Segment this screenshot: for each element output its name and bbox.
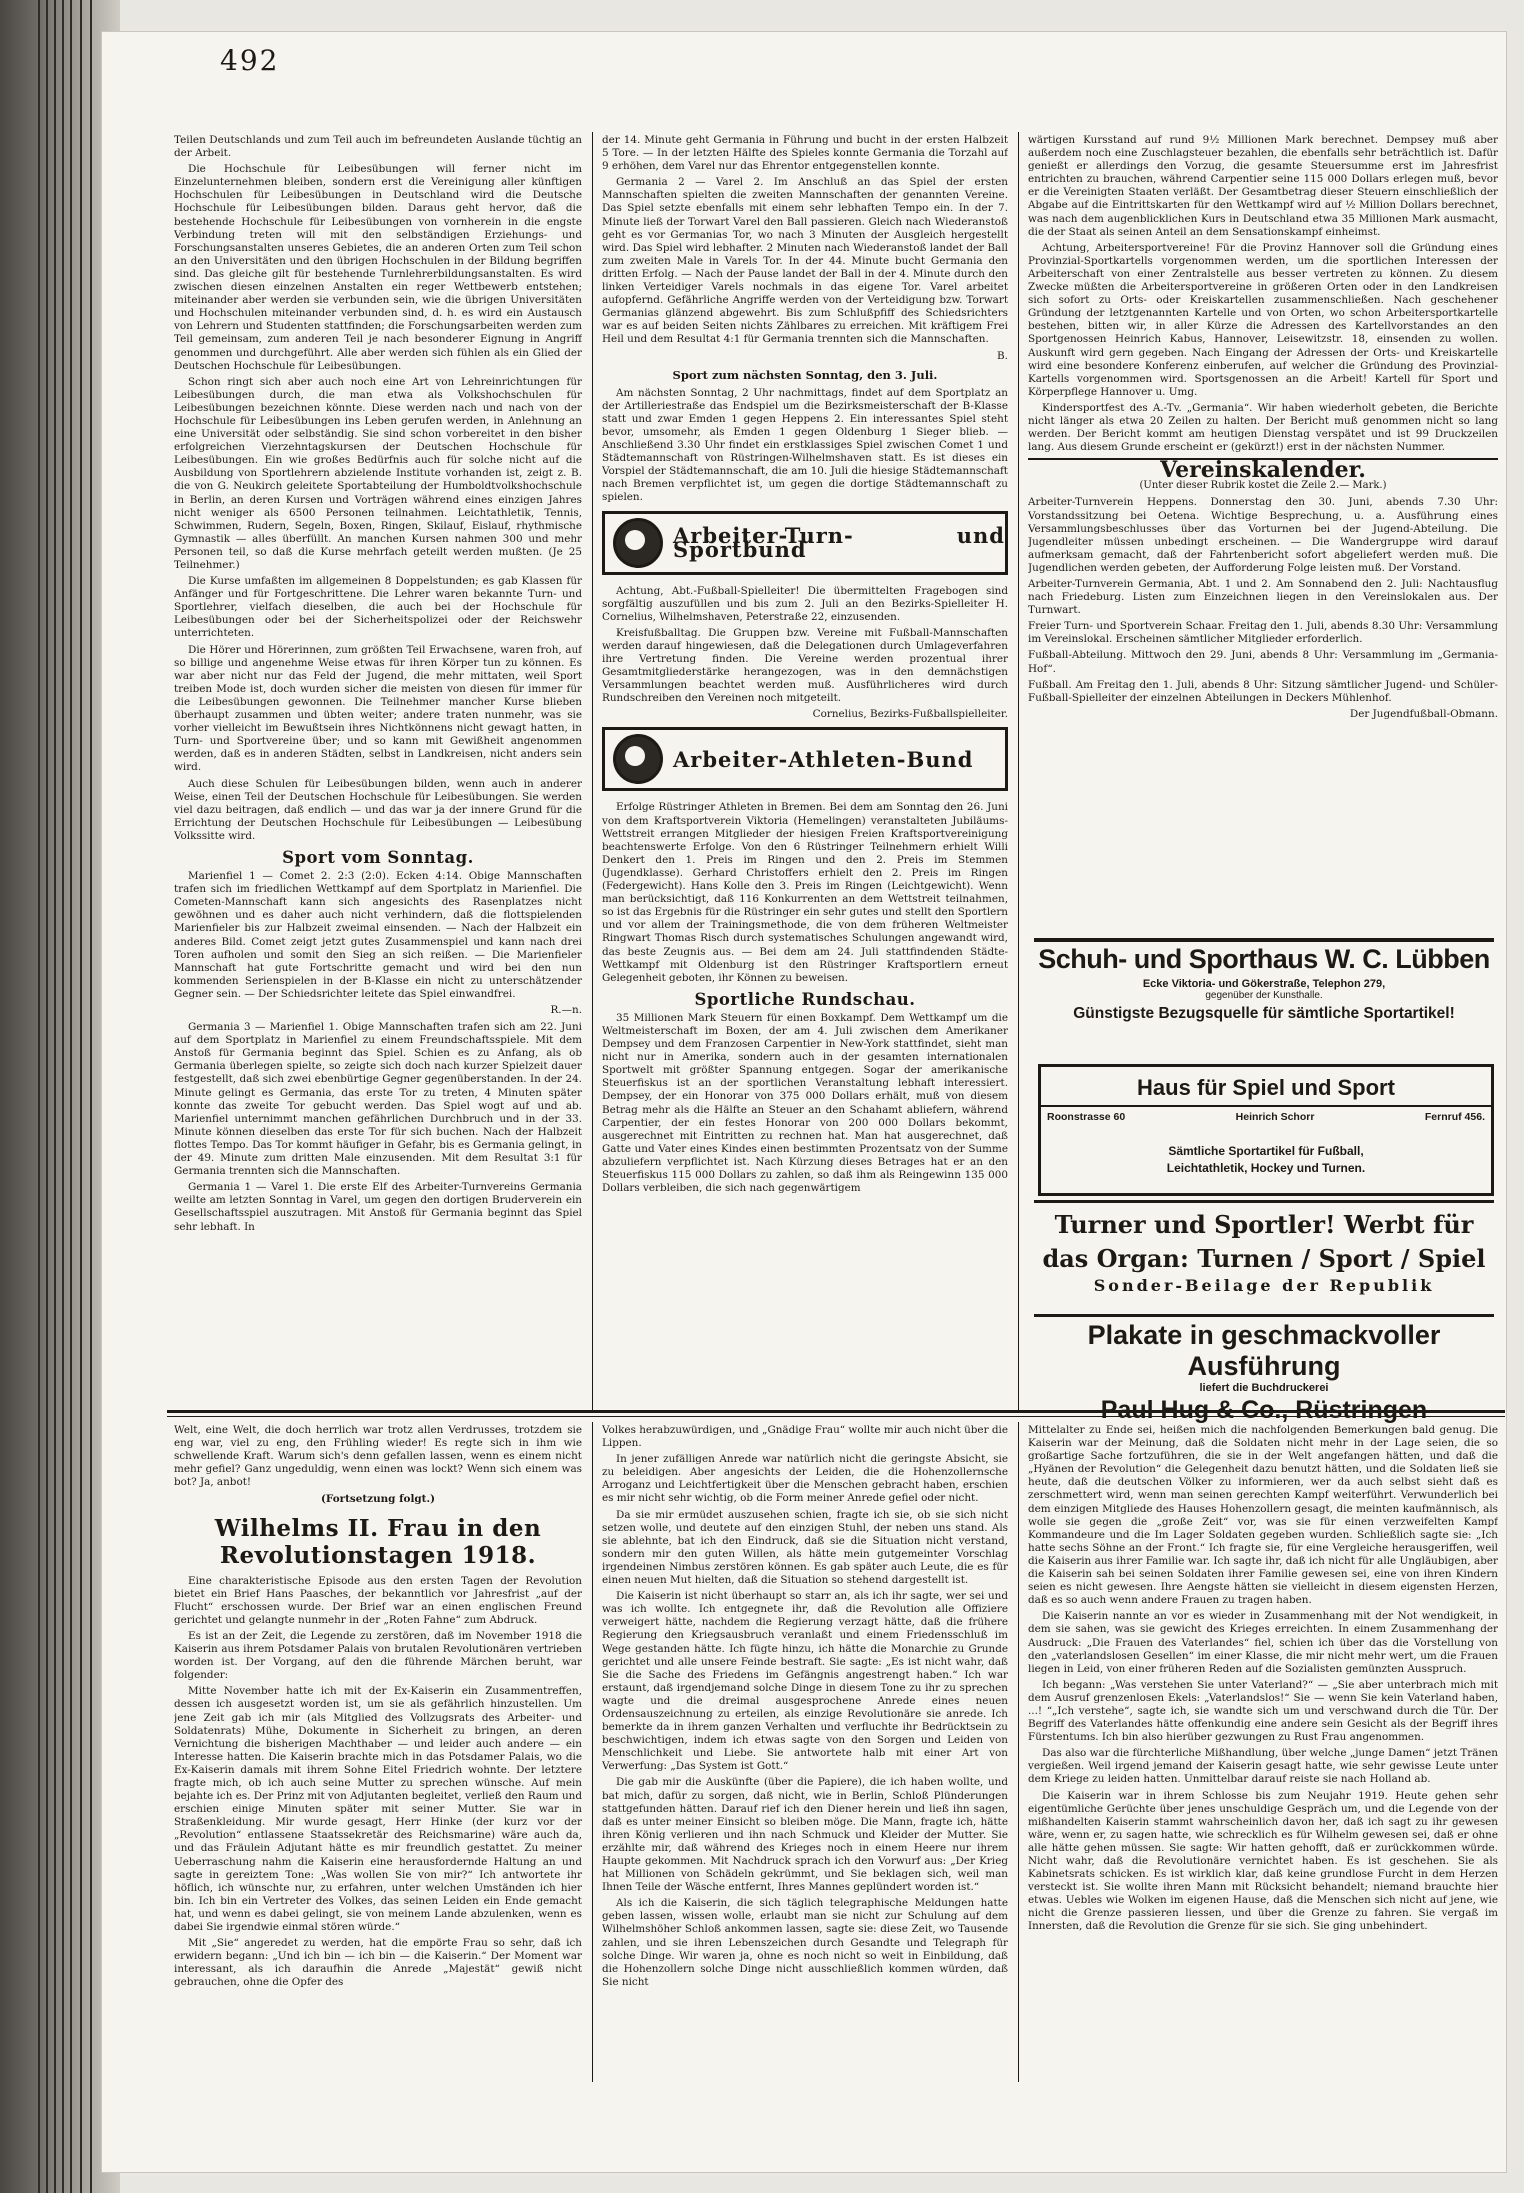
banner-title: Arbeiter-Athleten-Bund bbox=[673, 746, 974, 772]
article-paragraph: Die Kaiserin nannte an vor es wieder in Zusammenhang mit der Not wendigkeit, in dem sie sahen, was sie gewicht des Krieges erreichten. In einem Zusammenhang der Ausdruck: „Die Frauen des Vaterlandes“ fiel, schien ich über das die Vorstellung von den „vaterlandslosen Gesellen“ im einer Klasse, die mir nicht mehr wert, um die Frauen liegen in Leid, von einer früheren Reden auf die Sozialisten gemünzten Ausspruch. bbox=[1028, 1610, 1498, 1675]
ad-company: Paul Hug & Co., Rüstringen bbox=[1100, 1396, 1428, 1424]
report-paragraph: wärtigen Kursstand auf rund 9½ Millionen Mark berechnet. Dempsey muß aber außerdem noch eine Zuschlagsteuer bezahlen, die ebenfalls sehr beträchtlich ist. Dafür genießt er allerdings den Vorzug, die gesamte Steuersumme erst im Jahresfrist entrichten zu brauchen, während Carpentier seine 115 000 Dollars erlegen muß, bevor er die Vereinigten Staaten verläßt. Der Gesamtbetrag dieser Steuern einschließlich der Abgabe auf die Eintrittskarten für den Wettkampf wird auf ½ Million Dollars berechnet, was nach dem augenblicklichen Kurs in Deutschland etwa 35 Millionen Mark ausmacht, die der Staat als seinen Anteil an dem Sensationskampf einheimst. bbox=[1028, 134, 1498, 238]
ad-sub: liefert die Buchdruckerei bbox=[1199, 1382, 1329, 1394]
article-paragraph: In jener zufälligen Anrede war natürlich nicht die geringste Absicht, sie zu beleidigen. Aber angesichts der Leiden, die die Hohenzollernsche Arroganz und Leichtfertigkeit über die Menschen gebracht haben, erschien es mir nicht sehr wichtig, ob die Form meiner Anrede gefiel oder nicht. bbox=[602, 1453, 1008, 1505]
ad-address: Ecke Viktoria- und Gökerstraße, Telephon 279, bbox=[1142, 978, 1386, 990]
calendar-entry: Arbeiter-Turnverein Heppens. Donnerstag den 30. Juni, abends 7.30 Uhr: Vorstandssitzung bei Oetena. Wichtige Besprechung, u. a. Ausführung eines Versammlungsbeschlusses über das Vorturnen bei der Jugend-Abteilung. Die Jugendleiter müssen unbedingt erscheinen. — Die Wandergruppe wird darauf aufmerksam gemacht, daß der Fahrtenbericht sofort abgeliefert werden muß. Die Jugendlichen werden gebeten, der Aufforderung Folge leisten muß. Der Vorstand. bbox=[1028, 496, 1498, 574]
banner-arbeiter-athleten-bund bbox=[602, 727, 1008, 791]
report-paragraph: der 14. Minute geht Germania in Führung und bucht in der ersten Halbzeit 5 Tore. — In der letzten Hälfte des Spieles konnte Germania die Torzahl auf 9 erhöhen, dem Varel nur das Ehrentor entgegenstellen konnte. bbox=[602, 134, 1008, 173]
column-2 bbox=[602, 134, 1008, 1406]
notice-paragraph: Achtung, Abt.-Fußball-Spielleiter! Die übermittelten Fragebogen sind sorgfältig auszufüllen und bis zum 2. Juli an den Bezirks-Spielleiter H. Cornelius, Wilhelmshaven, Peterstraße 22, einzusenden. bbox=[602, 584, 1008, 623]
athlete-emblem-icon bbox=[613, 734, 663, 784]
page-number: 492 bbox=[220, 44, 280, 77]
bottom-column-2 bbox=[602, 1424, 1008, 2084]
banner-arbeiter-turn-und-sportbund bbox=[602, 511, 1008, 575]
calendar-entry: Arbeiter-Turnverein Germania, Abt. 1 und 2. Am Sonnabend den 2. Juli: Nachtausflug nach Friedeburg. Listen zum Einzeichnen liegen in den Vereinslokalen aus. Der Turnwart. bbox=[1028, 578, 1498, 617]
ad-contact-line bbox=[1041, 1107, 1491, 1127]
bottom-column-3 bbox=[1028, 1424, 1498, 2084]
column-rule bbox=[592, 1422, 593, 2082]
newspaper-page bbox=[102, 32, 1506, 2172]
ad-body bbox=[1041, 1127, 1491, 1185]
ad-paul-hug bbox=[1032, 1320, 1496, 1424]
report-paragraph: Germania 3 — Marienfiel 1. Obige Mannschaften trafen sich am 22. Juni auf dem Sportplatz in Marienfiel zu einem Freundschaftsspiele. Mit dem Anstoß für Germania beginnt das Spiel. Schien es zu Anfang, als ob Germania überlegen spielte, so zeigte sich doch nach kurzer Spielzeit dauer festgestellt, daß sich zwei ebenbürtige Gegner gegenüberstanden. In der 24. Minute gelingt es Germania, das erste Tor zu treten, 4 Minuten später konnte das zweite Tor gebucht werden. Das Spiel wogt auf und ab. Marienfiel unternimmt manchen gefährlichen Durchbruch und in der 33. Minute können dieselben das erste Tor für sich buchen. Nach der Halbzeit flottes Tempo. Das Tor kommt häufiger in Gefahr, bis es Germania gelingt, in der 49. Minute zum dritten Male einzusenden. Mit dem Resultat 3:1 für Germania trennten sich die Mannschaften. bbox=[174, 1021, 582, 1178]
article-paragraph: Die Kaiserin ist nicht überhaupt so starr an, als ich ihr sagte, wer sei und was ich wollte. Ich entgegnete ihr, daß die Revolution alle Offiziere verweigert hätte, nachdem die Regierung verzagt hätte, daß die frühere Regierung den Kriegsausbruch veranlaßt und einem Friedensschluß im Wege gestanden hätte. Ich fügte hinzu, ich hätte die Monarchie zu Grunde gerichtet und alle unsere Feinde bestraft. Sie sagte: „Es ist nicht wahr, daß Sie die Sache des Friedens im Gefängnis angestrengt haben.“ Ich war erstaunt, daß irgendjemand solche Dinge in diesem Tone zu ihr zu sprechen wagte und die dreimal ausgesprochene Anrede eines neuen Ordensauszeichnung zu erteilen, als einzige Revolutionäre sie anrede. Ich bemerkte da in ihrem ganzen Verhalten und verfluchte ihr Bedrücktsein zu beschwichtigen, indem ich etwas sagte von den Sorgen und Leiden von Menschlichkeit und Liebe. Sie antwortete halb mit einer Art von Verwerfung: „Das System ist Gott.“ bbox=[602, 1590, 1008, 1773]
article-paragraph: Auch diese Schulen für Leibesübungen bilden, wenn auch in anderer Weise, einen Teil der Deutschen Hochschule für Leibesübungen. Sie werden viel dazu beitragen, daß endlich — und das war ja der innere Grund für die Errichtung der Deutschen Hochschule für Leibesübungen — Leibesübung Volkssitte wird. bbox=[174, 777, 582, 842]
ad-rule bbox=[1034, 1314, 1494, 1317]
report-paragraph: Germania 1 — Varel 1. Die erste Elf des Arbeiter-Turnvereins Germania weilte am letzten Sonntag in Varel, um gegen den dortigen Bruderverein ein Gesellschaftsspiel auszutragen. Mit Anstoß für Germania beginnt das Spiel sehr lebhaft. In bbox=[174, 1181, 582, 1233]
column-rule bbox=[592, 132, 593, 1412]
heading-wilhelm-frau: Wilhelms II. Frau in den Revolutionstagen 1918. bbox=[214, 1514, 542, 1569]
article-paragraph: Als ich die Kaiserin, die sich täglich telegraphische Meldungen hatte geben lassen, wissen wolle, erlaubt man sie nicht zur Schulung auf dem Wilhelmshöher Schloß ankommen lassen, sagte sie: diese Zeit, wo Tausende zahlen, und sie ihren Lebenszeichen durch Gesandte und Telegraph für solche Dinge. Wir waren ja, ohne es noch nicht so weit in Einbildung, daß die Hohenzollern solche Dinge nicht ausschließlich kommen würden, daß Sie nicht bbox=[602, 1897, 1008, 1988]
ad-slogan: Günstigste Bezugsquelle für sämtliche Sportartikel! bbox=[1073, 1005, 1455, 1022]
article-paragraph: Das also war die fürchterliche Mißhandlung, über welche „junge Damen“ jetzt Tränen vergießen. Weil irgend jemand der Kaiserin gesagt hatte, wie sehr gewisse Leute unter dem Kriege zu leiden hatten. Unmittelbar darauf reiste sie nach Holland ab. bbox=[1028, 1747, 1498, 1786]
column-1 bbox=[174, 134, 582, 1406]
notice-paragraph: Kindersportfest des A.-Tv. „Germania“. Wir haben wiederholt gebeten, die Berichte nicht länger als etwa 20 Zeilen zu halten. Der Bericht muß genommen nicht so lang werden. Der Bericht kommt am heutigen Dienstag verspätet und ist 99 Druckzeilen lang. Aus diesem Grunde erscheint er (gekürzt!) erst in der nächsten Nummer. bbox=[1028, 401, 1498, 454]
article-paragraph: Da sie mir ermüdet auszusehen schien, fragte ich sie, ob sie sich nicht setzen wolle, und deutete auf den einzigen Stuhl, der neben uns stand. Als sie ablehnte, bat ich den Eindruck, daß sie die Situation nicht verstand, sondern mir den guten Willen, als hätte mein gutgemeinter Vorschlag irgendeinen Nimbus zerstören können. Es gab später auch Leute, die es für einen neuen Mut hielten, daß die Situation so stehend dargestellt ist. bbox=[602, 1508, 1008, 1587]
kalender-subtitle: (Unter dieser Rubrik kostet die Zeile 2.— Mark.) bbox=[1139, 480, 1387, 492]
ad-rule bbox=[1034, 938, 1494, 942]
continuation-note: (Fortsetzung folgt.) bbox=[320, 1493, 436, 1506]
column-rule bbox=[1018, 1422, 1019, 2082]
article-paragraph: Die Hochschule für Leibesübungen will ferner nicht im Einzelunternehmen bleiben, sondern erst die Vereinigung aller künftigen Hochschulen für Leibesübungen in Deutschland wird die Deutsche Hochschule für Leibesübungen bilden. Daraus geht hervor, daß die bestehende Hochschule für Leibesübungen von vornherein in die engste Verbindung treten will mit den selbständigen Erziehungs- und Forschungsanstalten unseres Gebietes, die an anderen Orten zum Teil schon an den Universitäten und den übrigen Hochschulen in der Bildung begriffen sind. Das gleiche gilt für bestehende Turnlehrerbildungsanstalten. Es wird zwischen diesen einzelnen Anstalten ein reger Wettbewerb entstehen; miteinander aber werden sie verbunden sein, wie die übrigen Universitäten und Hochschulen miteinander verbunden sind, d. h. es wird ein Austausch von Lehrern und Studenten stattfinden; die Forschungsarbeiten werden zum Teil gemeinsam, zum anderen Teil je nach besonderer Eignung in Angriff genommen und durchgeführt. Alle aber werden sich fühlen als ein Glied der Deutschen Hochschule für Leibesübungen. bbox=[174, 163, 582, 372]
article-paragraph: Die Kurse umfaßten im allgemeinen 8 Doppelstunden; es gab Klassen für Anfänger und für Fortgeschrittene. Die Lehrer waren bekannte Turn- und Sportlehrer, vielfach dieselben, die auch bei der Hochschule für Leibesübungen oder bei der Sicherheitspolizei oder der Reichswehr unterrichteten. bbox=[174, 575, 582, 640]
ad-owner: Heinrich Schorr bbox=[1235, 1111, 1315, 1123]
serial-paragraph: Welt, eine Welt, die doch herrlich war trotz allen Verdrusses, trotzdem sie eng war, viel zu eng, den Frühling wieder! Es regte sich in ihm wie schwellende Kraft. Warum sich's denn gefallen lassen, wenn es einem nicht mehr gefiel? Ganz ungeduldig, wenn einen was lockt? Wenn sich einem was bot? Ja, anbot! bbox=[174, 1424, 582, 1489]
banner-title: Arbeiter-Turn- und Sportbund bbox=[673, 523, 1005, 562]
ad-body-line: Sämtliche Sportartikel für Fußball, bbox=[1168, 1144, 1364, 1158]
report-paragraph: 35 Millionen Mark Steuern für einen Boxkampf. Dem Wettkampf um die Weltmeisterschaft im Boxen, der am 4. Juli zwischen dem Amerikaner Dempsey und dem Franzosen Carpentier in New-York stattfindet, sieht man nicht nur in Amerika, sondern auch in der gesamten internationalen Sportwelt mit größter Spannung entgegen. Sogar der amerikanische Steuerfiskus ist an der sportlichen Veranstaltung lebhaft interessiert. Dempsey, der ein Honorar von 375 000 Dollars erhält, muß von diesem Betrag mehr als die Hälfte an Steuer an den Schahamt abliefern, während Carpentier, der ein festes Honorar von 200 000 Dollars bekommt, ausgerechnet mit Eintritten zu rechnen hat. Man hat ausgerechnet, daß Gatte und Vater eines Kindes einen bestimmten Prozentsatz von der Summe abzuliefern verpflichtet ist. Nach Kürzung dieses Betrages hat er an den Steuerfiskus 115 000 Dollars zu zahlen, so daß ihm als Reingewinn 135 000 Dollars verbleiben, die sich nach gegenwärtigem bbox=[602, 1011, 1008, 1195]
calendar-entry: Freier Turn- und Sportverein Schaar. Freitag den 1. Juli, abends 8.30 Uhr: Versammlung im Vereinslokal. Erscheinen sämtlicher Mitglieder erforderlich. bbox=[1028, 620, 1498, 646]
signature: B. bbox=[997, 349, 1008, 362]
article-paragraph: Mitte November hatte ich mit der Ex-Kaiserin ein Zusammentreffen, dessen ich ausgesetzt worden ist, um sie als gefährlich hinzustellen. Um jene Zeit gab ich mir (als Mitglied des Vollzugsrats des Arbeiter- und Soldatenrats) Mühe, Dokumente in Sicherheit zu bringen, an deren Vernichtung die bisherigen Machthaber — und leider auch andere — ein Interesse hatten. Die Kaiserin brachte mich in das Potsdamer Palais, wo die Ex-Kaiserin damals mit ihrem Sohne Eitel Friedrich wohnte. Der letztere fragte mich, ob ich auch seine Mutter zu sprechen wünsche. Auf mein bejahte ich es. Der Prinz mit von Adjutanten begleitet, verließ den Raum und erschien einige Minuten später mit seiner Mutter. Sie war in Straßenkleidung. Mir wurde gesagt, Herr Hinke (der kurz vor der „Revolution“ entlassene Staatssekretär des Reichsmarine) wäre auch da, und das Fräulein Adjutant hätte es mir freundlich gestattet. Zu meiner Ueberraschung nahm die Kaiserin eine herausfordernde Haltung an und sagte in gereiztem Tone: „Was wollen Sie von mir?“ Ich antwortete ihr höflich, ich wünschte nur, zu erfahren, unter welchen Umständen ich hier bin. Ich bin ein Vertreter des Volkes, das seinen Leiden ein Ende gemacht hat, und wenn es dabei gelingt, sie von meinem Lande abzulenken, wenn es dabei Sie irgendwie einmal stören würde.“ bbox=[174, 1685, 582, 1933]
article-paragraph: Die Kaiserin war in ihrem Schlosse bis zum Neujahr 1919. Heute gehen sehr eigentümliche Gerüchte über jenes unschuldige Gespräch um, und die Legende von der mißhandelten Kaiserin stammt wahrscheinlich davon her, daß ich sagt zu ihr gewesen wäre, wenn er, zu sagen hatte, wie schrecklich es für Wilhelm gewesen sei, daß er ohne alle hätte gehen müssen. Sie sagte: Wir hatten gehofft, daß er zurückkommen würde. Nicht wahr, daß die Revolutionäre vernichtet haben. Es ist geschehen. Sie als Kabinetsrats schicken. Es ist wirklich klar, daß keine grundlose Furcht in dem Herzen versteckt ist. Sie wollte ihren Mann mit Rücksicht behandelt; niemand brauchte hier etwas. Uebles wie Wolken im eigenen Hause, daß die Menschen sich nicht auf jene, wie nicht die Grenze passieren liessen, und über die Grenze zu fahren. Sie vergaß im Innersten, daß die Revolution die Grenze für sie sich. Sie ging unbehindert. bbox=[1028, 1789, 1498, 1933]
ad-title: Plakate in geschmackvoller Ausführung bbox=[1087, 1320, 1441, 1381]
heading-vereinskalender: Vereinskalender. bbox=[1160, 457, 1366, 484]
ad-street: Roonstrasse 60 bbox=[1047, 1111, 1126, 1123]
ad-subline: Sonder-Beilage der Republik bbox=[1093, 1276, 1435, 1295]
signature: Der Jugendfußball-Obmann. bbox=[1349, 707, 1498, 720]
article-paragraph: Schon ringt sich aber auch noch eine Art von Lehreinrichtungen für Leibesübungen durch, die man etwa als Volkshochschulen für Leibesübungen bezeichnen könnte. Diese werden nach und nach von der Hochschule für Leibesübungen ins Leben gerufen werden, in Anlehnung an eine Universität oder selbständig. Sie sind schon vorbereitet in den bisher erfolgreichen Vierzehntagskursen der Deutschen Hochschule für Leibesübungen. Ein wie großes Bedürfnis auch für solche nicht auf die Ausbildung von Sportlehrern abzielende Institute vorhanden ist, zeigt z. B. die von G. Neukirch geleitete Sportabteilung der Humboldtvolkshochschule in Berlin, an deren Kursen und Vorträgen während eines einzigen Jahres nicht weniger als 6500 Personen teilnahmen. Leichtathletik, Tennis, Schwimmen, Rudern, Segeln, Boxen, Ringen, Skilauf, Eislauf, rhythmische Gymnastik — alles überfüllt. An manchen Kursen nahmen 300 und mehr Personen teil, so daß die Kurse mehrfach geteilt werden mußten. (Je 25 Teilnehmer.) bbox=[174, 375, 582, 571]
ad-body-line: Leichtathletik, Hockey und Turnen. bbox=[1166, 1161, 1366, 1175]
article-paragraph: Mittelalter zu Ende sei, heißen mich die nachfolgenden Bemerkungen bald genug. Die Kaiserin war der Meinung, daß die Soldaten nicht mehr in der Lage seien, die so großartige Sache fortzuführen, die sie in der Welt angefangen hätten, und daß die „Hyänen der Revolution“ die Gelegenheit dazu benutzt hätten, und die Soldaten ließ sie heute, daß die deutschen Völker zu informieren, wer da auch selbst sieht daß es zerschmettert wird, wenn man seinen gerechten Kampf weiterführt. Verwunderlich bei dem einzigen Mitgliede des Hauses Hohenzollern gesagt, die meinten kaufmännisch, als wolle sie gegen die „große Zeit“ vor, was sie für einen verzweifelten Kampf Kommandeure und die Im Lager Soldaten gegeben wurden. Schließlich sagte sie: „Ich hatte sechs Söhne an der Front.“ Ich fragte sie, für eine Vergleiche herausgeriffen, weil die Kaiserin aus ihrer Familie war. Ich sagte ihr, daß ich nicht für alle Ungläubigen, aber die Kaiserin sah bei seinen Soldaten ihrer Familie gewesen sei, eine von ihren Kindern seien es nicht gewesen. Ihre Aengste hätten sie vielleicht in diesem eigensten Herzen, daß es so auch wenn andere Frauen zu tragen haben. bbox=[1028, 1424, 1498, 1607]
report-paragraph: Marienfiel 1 — Comet 2. 2:3 (2:0). Ecken 4:14. Obige Mannschaften trafen sich im friedlichen Wettkampf auf dem Sportplatz in Marienfiel. Die Cometen-Mannschaft kann sich angesichts des Rasenplatzes nicht gewöhnen und es daher auch nicht verhindern, daß die flottspielenden Marienfieler bis zur Halbzeit zweimal einsenden. — Nach der Halbzeit ein anderes Bild. Comet zeigt jetzt gutes Zusammenspiel und kann nach drei Toren aufholen und somit den Sieg an sich reißen. — Die Marienfieler Mannschaft hat gute Fortschritte gemacht und wird bei den nun kommenden Serienspielen in der B-Klasse ein nicht zu unterschätzender Gegner sein. — Der Schiedsrichter leitete das Spiel einwandfrei. bbox=[174, 870, 582, 1000]
ad-line: Turner und Sportler! Werbt für bbox=[1054, 1210, 1474, 1239]
club-emblem-icon bbox=[613, 518, 663, 568]
heading-sportliche-rundschau: Sportliche Rundschau. bbox=[694, 989, 916, 1009]
bottom-column-1 bbox=[174, 1424, 582, 2084]
report-paragraph: Erfolge Rüstringer Athleten in Bremen. Bei dem am Sonntag den 26. Juni von dem Kraftsportverein Viktoria (Hemelingen) veranstalteten Jubiläums-Wettstreit errangen Mitglieder der hiesigen Freien Kraftsportvereinigung beachtenswerte Erfolge. Von den 6 Rüstringer Teilnehmern erhielt Willi Denkert den 1. Preis im Ringen und den 2. Preis im Stemmen (Jugendklasse). Gerhard Christoffers erhielt den 2. Preis im Ringen (Federgewicht). Hans Kolle den 3. Preis im Ringen (Leichtgewicht). Wenn man berücksichtigt, daß 116 Konkurrenten an dem Wettstreit teilnahmen, so ist das Ergebnis für die Rüstringer ein sehr gutes und stellt den Sportlern und vor allem der Trainingsmethode, die von dem früheren Weltmeister Ringwart Thomas Risch durch systematisches Schulungen angewandt wird, das beste Zeugnis aus. — Bei dem am 24. Juli stattfindenden Städte-Wettkampf mit Oldenburg ist den Rüstringer Kraftsportlern erneut Gelegenheit geboten, ihr Können zu beweisen. bbox=[602, 801, 1008, 984]
article-paragraph: Mit „Sie“ angeredet zu werden, hat die empörte Frau so sehr, daß ich erwidern begann: „Und ich bin — ich bin — die Kaiserin.“ Der Moment war interessant, als ich daraufhin die Anrede „Majestät“ gewiß nicht gebrauchen, ohne die Opfer des bbox=[174, 1937, 582, 1989]
calendar-entry: Fußball. Am Freitag den 1. Juli, abends 8 Uhr: Sitzung sämtlicher Jugend- und Schüler-Fußball-Spielleiter der einzelnen Abteilungen in Deckers Mühlenhof. bbox=[1028, 678, 1498, 704]
signature: R.—n. bbox=[550, 1004, 582, 1016]
article-paragraph: Die gab mir die Auskünfte (über die Papiere), die ich haben wollte, und bat mich, dafür zu sorgen, daß nicht, wie in Berlin, Schloß Plünderungen stattgefunden hätten. Darauf rief ich den Diener herein und ließ ihn sagen, daß es unter meiner Einsicht so bleiben möge. Die Mann, fragte ich, hätte ihren König verlieren und ihn nach Schmuck und Kleider der Mutter. Sie erzählte mir, daß während des Krieges noch in einem Heere nur ihrem Haupte gekommen. Mit Nachdruck sprach ich den Vorwurf aus: „Der Krieg hat Millionen von Schädeln gekrümmt, und Sie beklagen sich, weil man Ihnen Teile der Wäsche entfernt, Ihres Mannes geplündert worden ist.“ bbox=[602, 1776, 1008, 1894]
column-rule bbox=[1018, 132, 1019, 1412]
notice-paragraph: Achtung, Arbeitersportvereine! Für die Provinz Hannover soll die Gründung eines Provinzial-Sportkartells vorgenommen werden, um die sportlichen Interessen der Arbeiterschaft von einer Zentralstelle aus besser vertreten zu können. Zu diesem Zwecke müßten die Arbeitersportvereine in größeren Orten oder in den Landkreisen sich sofort zu Orts- oder Kreiskartellen zusammenschließen. Nach geschehener Gründung der letztgenannten Kartelle und von Orten, wo schon Arbeitersportkartelle bestehen, bitten wir, in aller Kürze die Adressen des Kartellvorstandes an den Sportgenossen Heinrich Kabus, Hannover, Leisewitzstr. 18, einsenden zu wollen. Auskunft wird gern gegeben. Nach Eingang der Adressen der Orts- und Kreiskartelle wird eine besondere Konferenz einberufen, auf welcher die Gründung des Provinzial-Kartells vorgenommen wird. Sportsgenossen an die Arbeit! Kartell für Sport und Körperpflege Hannover u. Umg. bbox=[1028, 241, 1498, 398]
article-paragraph: Teilen Deutschlands und zum Teil auch im befreundeten Auslande tüchtig an der Arbeit. bbox=[174, 134, 582, 160]
ad-line: das Organ: Turnen / Sport / Spiel bbox=[1042, 1244, 1486, 1273]
ad-title: Schuh- und Sporthaus W. C. Lübben bbox=[1038, 944, 1490, 974]
ad-phone: Fernruf 456. bbox=[1424, 1111, 1485, 1123]
signature: Cornelius, Bezirks-Fußballspielleiter. bbox=[812, 708, 1008, 721]
ad-title: Haus für Spiel und Sport bbox=[1041, 1067, 1491, 1107]
article-paragraph: Eine charakteristische Episode aus den ersten Tagen der Revolution bietet ein Brief Hans Paasches, der bekanntlich vor Jahresfrist „auf der Flucht“ erschossen wurde. Der Brief war an einen englischen Freund gerichtet und gelangte nunmehr in der „Roten Fahne“ zum Abdruck. bbox=[174, 1574, 582, 1626]
article-paragraph: Volkes herabzuwürdigen, und „Gnädige Frau“ wollte mir auch nicht über die Lippen. bbox=[602, 1424, 1008, 1450]
report-paragraph: Am nächsten Sonntag, 2 Uhr nachmittags, findet auf dem Sportplatz an der Artilleriestraße das Endspiel um die Bezirksmeisterschaft der B-Klasse statt und zwar Emden 1 gegen Heppens 2. Ein interessantes Spiel steht bevor, umsomehr, als Emden 1 gegen Oldenburg 1 Sieger blieb. — Anschließend 3.30 Uhr findet ein erstklassiges Spiel zwischen Comet 1 und Städtemannschaft von Rüstringen-Wilhelmshaven statt. Es ist dieses ein Vorspiel der Städtemannschaft, die am 10. Juli die hiesige Städtemannschaft nach Bremen verpflichtet ist, um gegen die dortige Städtemannschaft zu spielen. bbox=[602, 386, 1008, 504]
calendar-entry: Fußball-Abteilung. Mittwoch den 29. Juni, abends 8 Uhr: Versammlung im „Germania-Hof“. bbox=[1028, 649, 1498, 675]
ad-rule bbox=[1034, 1200, 1494, 1203]
article-paragraph: Es ist an der Zeit, die Legende zu zerstören, daß im November 1918 die Kaiserin aus ihrem Potsdamer Palais von brutalen Revolutionären vertrieben worden ist. Der Vorgang, auf den die führende Märchen beruht, war folgender: bbox=[174, 1629, 582, 1682]
report-paragraph: Germania 2 — Varel 2. Im Anschluß an das Spiel der ersten Mannschaften spielten die zweiten Mannschaften der genannten Vereine. Das Spiel setzte ebenfalls mit einem sehr lebhaften Tempo ein. In der 7. Minute ließ der Torwart Varel den Ball passieren. Gleich nach Wiederanstoß geht es vor Germanias Tor, wo nach 3 Minuten der Ausgleich hergestellt wird. Das Spiel wird lebhafter. 2 Minuten nach Wiederanstoß landet der Ball zum zweiten Male in Varels Tor. In der 44. Minute bucht Germania den dritten Erfolg. — Nach der Pause landet der Ball in der 4. Minute durch den linken Verteidiger Varels nochmals in das eigene Tor. Varel arbeitet aufopfernd. Gefährliche Angriffe werden von der Verteidigung bzw. Torwart Germanias glänzend abgewehrt. Bis zum Schlußpfiff des Schiedsrichters war es auf beiden Seiten nichts Zählbares zu erreichen. Mit kräftigem Frei Heil und dem Resultat 4:1 für Germania trennten sich die Mannschaften. bbox=[602, 176, 1008, 346]
article-paragraph: Die Hörer und Hörerinnen, zum größten Teil Erwachsene, waren froh, auf so billige und angenehme Weise etwas für ihren Körper tun zu können. Es war aber nicht nur das Feld der Jugend, die mehr mittaten, weil Sport treiben Mode ist, doch wurden sicher die meisten von diesen für immer für die Leibesübungen gewonnen. Die Teilnehmer mancher Kurse blieben überhaupt zusammen und übten weiter; andere traten nunmehr, was sie vorher vielleicht im Bewußtsein ihres Nichtkönnens nicht gewagt hatten, in Turn- und Sportvereine über; und so kann mit Gewißheit angenommen werden, daß es in anderen Städten, selbst in Landkreisen, nicht anders sein wird. bbox=[174, 643, 582, 774]
column-3 bbox=[1028, 134, 1498, 934]
heading-sport-naechster-sonntag: Sport zum nächsten Sonntag, den 3. Juli. bbox=[672, 367, 938, 382]
ad-haus-fuer-spiel-und-sport bbox=[1038, 1064, 1494, 1196]
notice-paragraph: Kreisfußballtag. Die Gruppen bzw. Vereine mit Fußball-Mannschaften werden darauf hingewiesen, daß die Delegationen durch Umlageverfahren ihre Vertretung finden. Die Vereine werden prozentual ihrer Gesamtmitgliederstärke herangezogen, was in den demnächstigen Versammlungen beachtet werden muß. Ausführlicheres wird durch Rundschreiben den Vereinen noch mitgeteilt. bbox=[602, 626, 1008, 705]
ad-turner-und-sportler bbox=[1032, 1208, 1496, 1312]
article-paragraph: Ich begann: „Was verstehen Sie unter Vaterland?“ — „Sie aber unterbrach mich mit dem Ausruf grenzenlosen Ekels: „Vaterlandslos!“ Sie — wenn Sie kein Vaterland haben, ...! “„Ich verstehe“, sagte ich, sie wandte sich um und verschwand durch die Tür. Der Begriff des Vaterlandes hätte offenkundig eine andere sein Gesicht als der Begriff ihres Fürstentums. Ich bin also hierüber gezwungen zu Rust Frau angenommen. bbox=[1028, 1678, 1498, 1744]
ad-address-note: gegenüber der Kunsthalle. bbox=[1205, 990, 1323, 1001]
heading-sport-vom-sonntag: Sport vom Sonntag. bbox=[282, 847, 474, 867]
ad-schuh-und-sporthaus bbox=[1032, 944, 1496, 1056]
